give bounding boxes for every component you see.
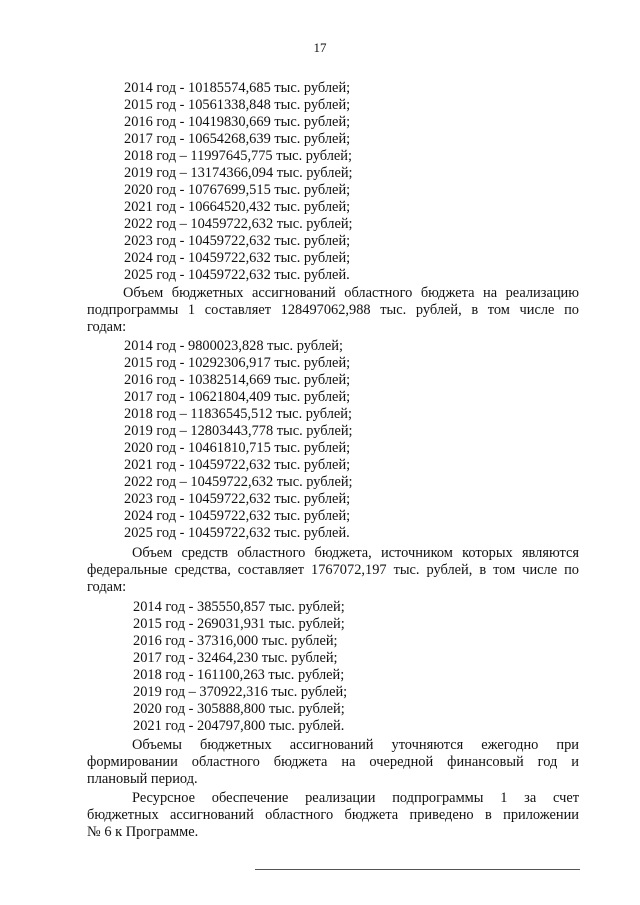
list-item: 2022 год – 10459722,632 тыс. рублей;	[124, 216, 353, 232]
list-item: 2014 год - 9800023,828 тыс. рублей;	[124, 338, 343, 354]
list-item: 2017 год - 32464,230 тыс. рублей;	[133, 650, 338, 666]
paragraph-line: Объем бюджетных ассигнований областного бюджета на реализацию	[123, 285, 579, 301]
list-item: 2015 год - 269031,931 тыс. рублей;	[133, 616, 345, 632]
list-item: 2022 год – 10459722,632 тыс. рублей;	[124, 474, 353, 490]
list-item: 2014 год - 10185574,685 тыс. рублей;	[124, 80, 351, 96]
paragraph-resource-provision	[87, 790, 579, 841]
list-item: 2025 год - 10459722,632 тыс. рублей.	[124, 267, 350, 283]
list-item: 2019 год – 12803443,778 тыс. рублей;	[124, 423, 353, 439]
list-item: 2021 год - 10459722,632 тыс. рублей;	[124, 457, 351, 473]
list-item: 2018 год – 11836545,512 тыс. рублей;	[124, 406, 353, 422]
list-item: 2018 год – 11997645,775 тыс. рублей;	[124, 148, 353, 164]
paragraph-line: Ресурсное обеспечение реализации подпрограммы 1 за счет	[132, 790, 579, 806]
paragraph-line: годам:	[87, 579, 127, 595]
list-item: 2014 год - 385550,857 тыс. рублей;	[133, 599, 345, 615]
paragraph-regional-budget	[87, 285, 579, 336]
paragraph-line: подпрограммы 1 составляет 128497062,988 тыс. рублей, в том числе по	[87, 302, 579, 318]
paragraph-line: № 6 к Программе.	[87, 824, 199, 840]
paragraph-line: плановый период.	[87, 771, 198, 787]
list-item: 2015 год - 10561338,848 тыс. рублей;	[124, 97, 351, 113]
list-item: 2018 год - 161100,263 тыс. рублей;	[133, 667, 345, 683]
paragraph-line: федеральные средства, составляет 1767072,197 тыс. рублей, в том числе по	[87, 562, 579, 578]
bottom-rule	[255, 869, 580, 870]
paragraph-line: формировании областного бюджета на очередной финансовый год и	[87, 754, 579, 770]
paragraph-line: годам:	[87, 319, 127, 335]
list-item: 2024 год - 10459722,632 тыс. рублей;	[124, 508, 351, 524]
page-number: 17	[313, 40, 327, 55]
paragraph-line: Объем средств областного бюджета, источником которых являются	[132, 545, 579, 561]
list-item: 2021 год - 204797,800 тыс. рублей.	[133, 718, 345, 734]
paragraph-line: Объемы бюджетных ассигнований уточняются ежегодно при	[132, 737, 579, 753]
list-item: 2017 год - 10621804,409 тыс. рублей;	[124, 389, 351, 405]
list-item: 2020 год - 305888,800 тыс. рублей;	[133, 701, 345, 717]
paragraph-annual-refinement	[87, 737, 579, 788]
list-item: 2016 год - 10419830,669 тыс. рублей;	[124, 114, 351, 130]
list-item: 2024 год - 10459722,632 тыс. рублей;	[124, 250, 351, 266]
list-item: 2016 год - 10382514,669 тыс. рублей;	[124, 372, 351, 388]
list-item: 2025 год - 10459722,632 тыс. рублей.	[124, 525, 350, 541]
list-item: 2020 год - 10767699,515 тыс. рублей;	[124, 182, 351, 198]
paragraph-line: бюджетных ассигнований областного бюджета приведено в приложении	[87, 807, 579, 823]
list-item: 2021 год - 10664520,432 тыс. рублей;	[124, 199, 351, 215]
list-item: 2023 год - 10459722,632 тыс. рублей;	[124, 233, 351, 249]
list-item: 2016 год - 37316,000 тыс. рублей;	[133, 633, 338, 649]
paragraph-federal-funds	[87, 545, 579, 596]
list-item: 2019 год – 370922,316 тыс. рублей;	[133, 684, 348, 700]
list-item: 2020 год - 10461810,715 тыс. рублей;	[124, 440, 351, 456]
list-item: 2023 год - 10459722,632 тыс. рублей;	[124, 491, 351, 507]
list-item: 2015 год - 10292306,917 тыс. рублей;	[124, 355, 351, 371]
list-item: 2019 год – 13174366,094 тыс. рублей;	[124, 165, 353, 181]
list-item: 2017 год - 10654268,639 тыс. рублей;	[124, 131, 351, 147]
